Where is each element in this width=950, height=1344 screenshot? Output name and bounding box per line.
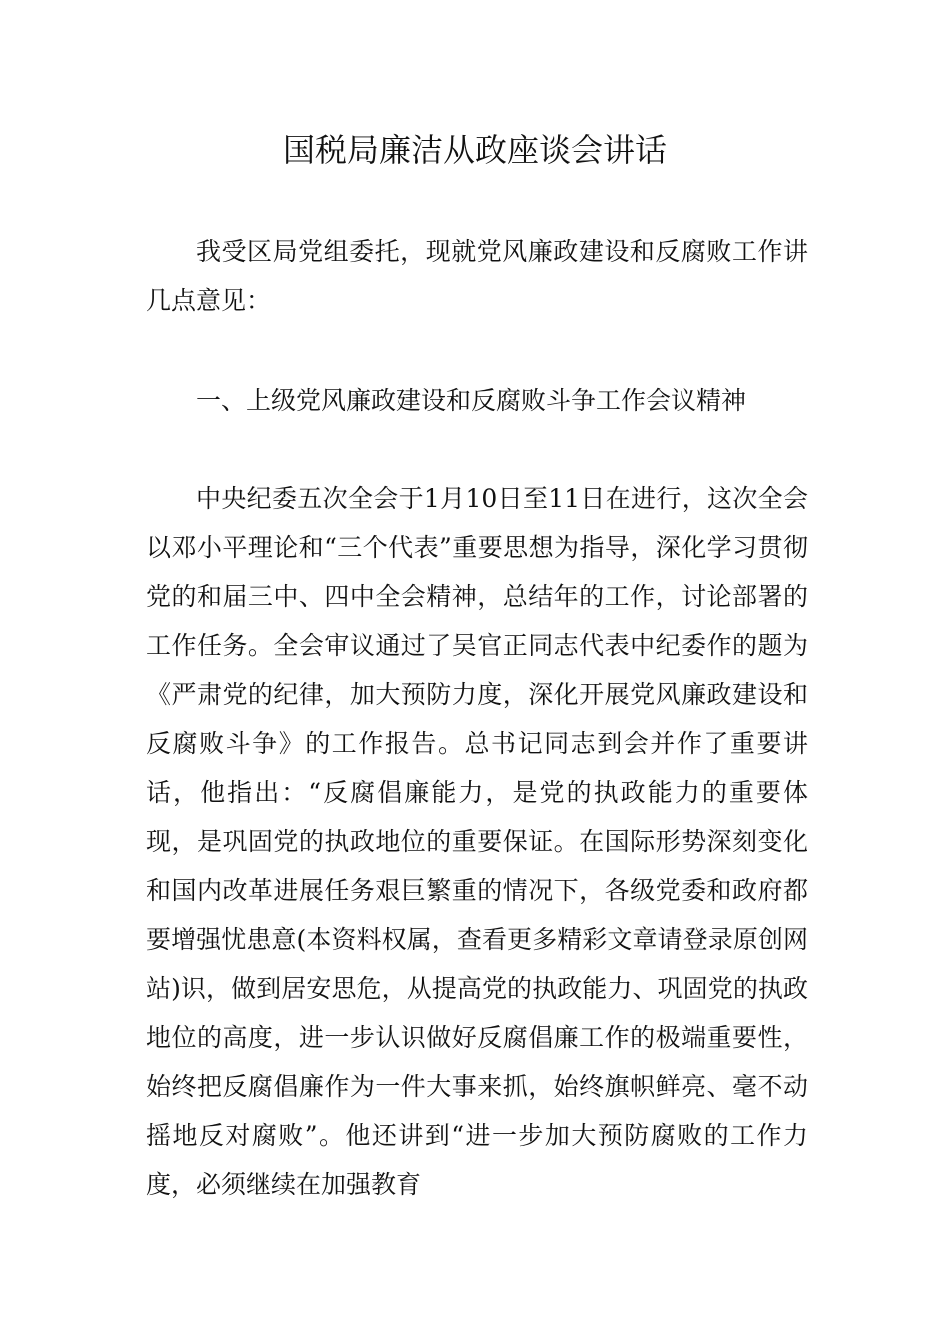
document-title: 国税局廉洁从政座谈会讲话 — [282, 131, 667, 169]
paragraph-body: 中央纪委五次全会于1月10日至11日在进行，这次全会以邓小平理论和“三个代表”重要思想为指导，深化学习贯彻党的和届三中、四中全会精神，总结年的工作，讨论部署的工作任务。全会审议通过了吴官正同志代表中纪委作的题为《严肃党的纪律，加大预防力度，深化开展党风廉政建设和反腐败斗争》的工作报告。总书记同志到会并作了重要讲话，他指出：“反腐倡廉能力，是党的执政能力的重要体现，是巩固党的执政地位的重要保证。在国际形势深刻变化和国内改革进展任务艰巨繁重的情况下，各级党委和政府都要增强忧患意(本资料权属，查看更多精彩文章请登录原创网站)识，做到居安思危，从提高党的执政能力、巩固党的执政地位的高度，进一步认识做好反腐倡廉工作的极端重要性，始终把反腐倡廉作为一件大事来抓，始终旗帜鲜亮、毫不动摇地反对腐败”。他还讲到“进一步加大预防腐败的工作力度，必须继续在加强教育 — [146, 484, 808, 1199]
paragraph-intro: 我受区局党组委托，现就党风廉政建设和反腐败工作讲几点意见： — [146, 237, 808, 315]
section-heading-1: 一、上级党风廉政建设和反腐败斗争工作会议精神 — [196, 386, 747, 415]
